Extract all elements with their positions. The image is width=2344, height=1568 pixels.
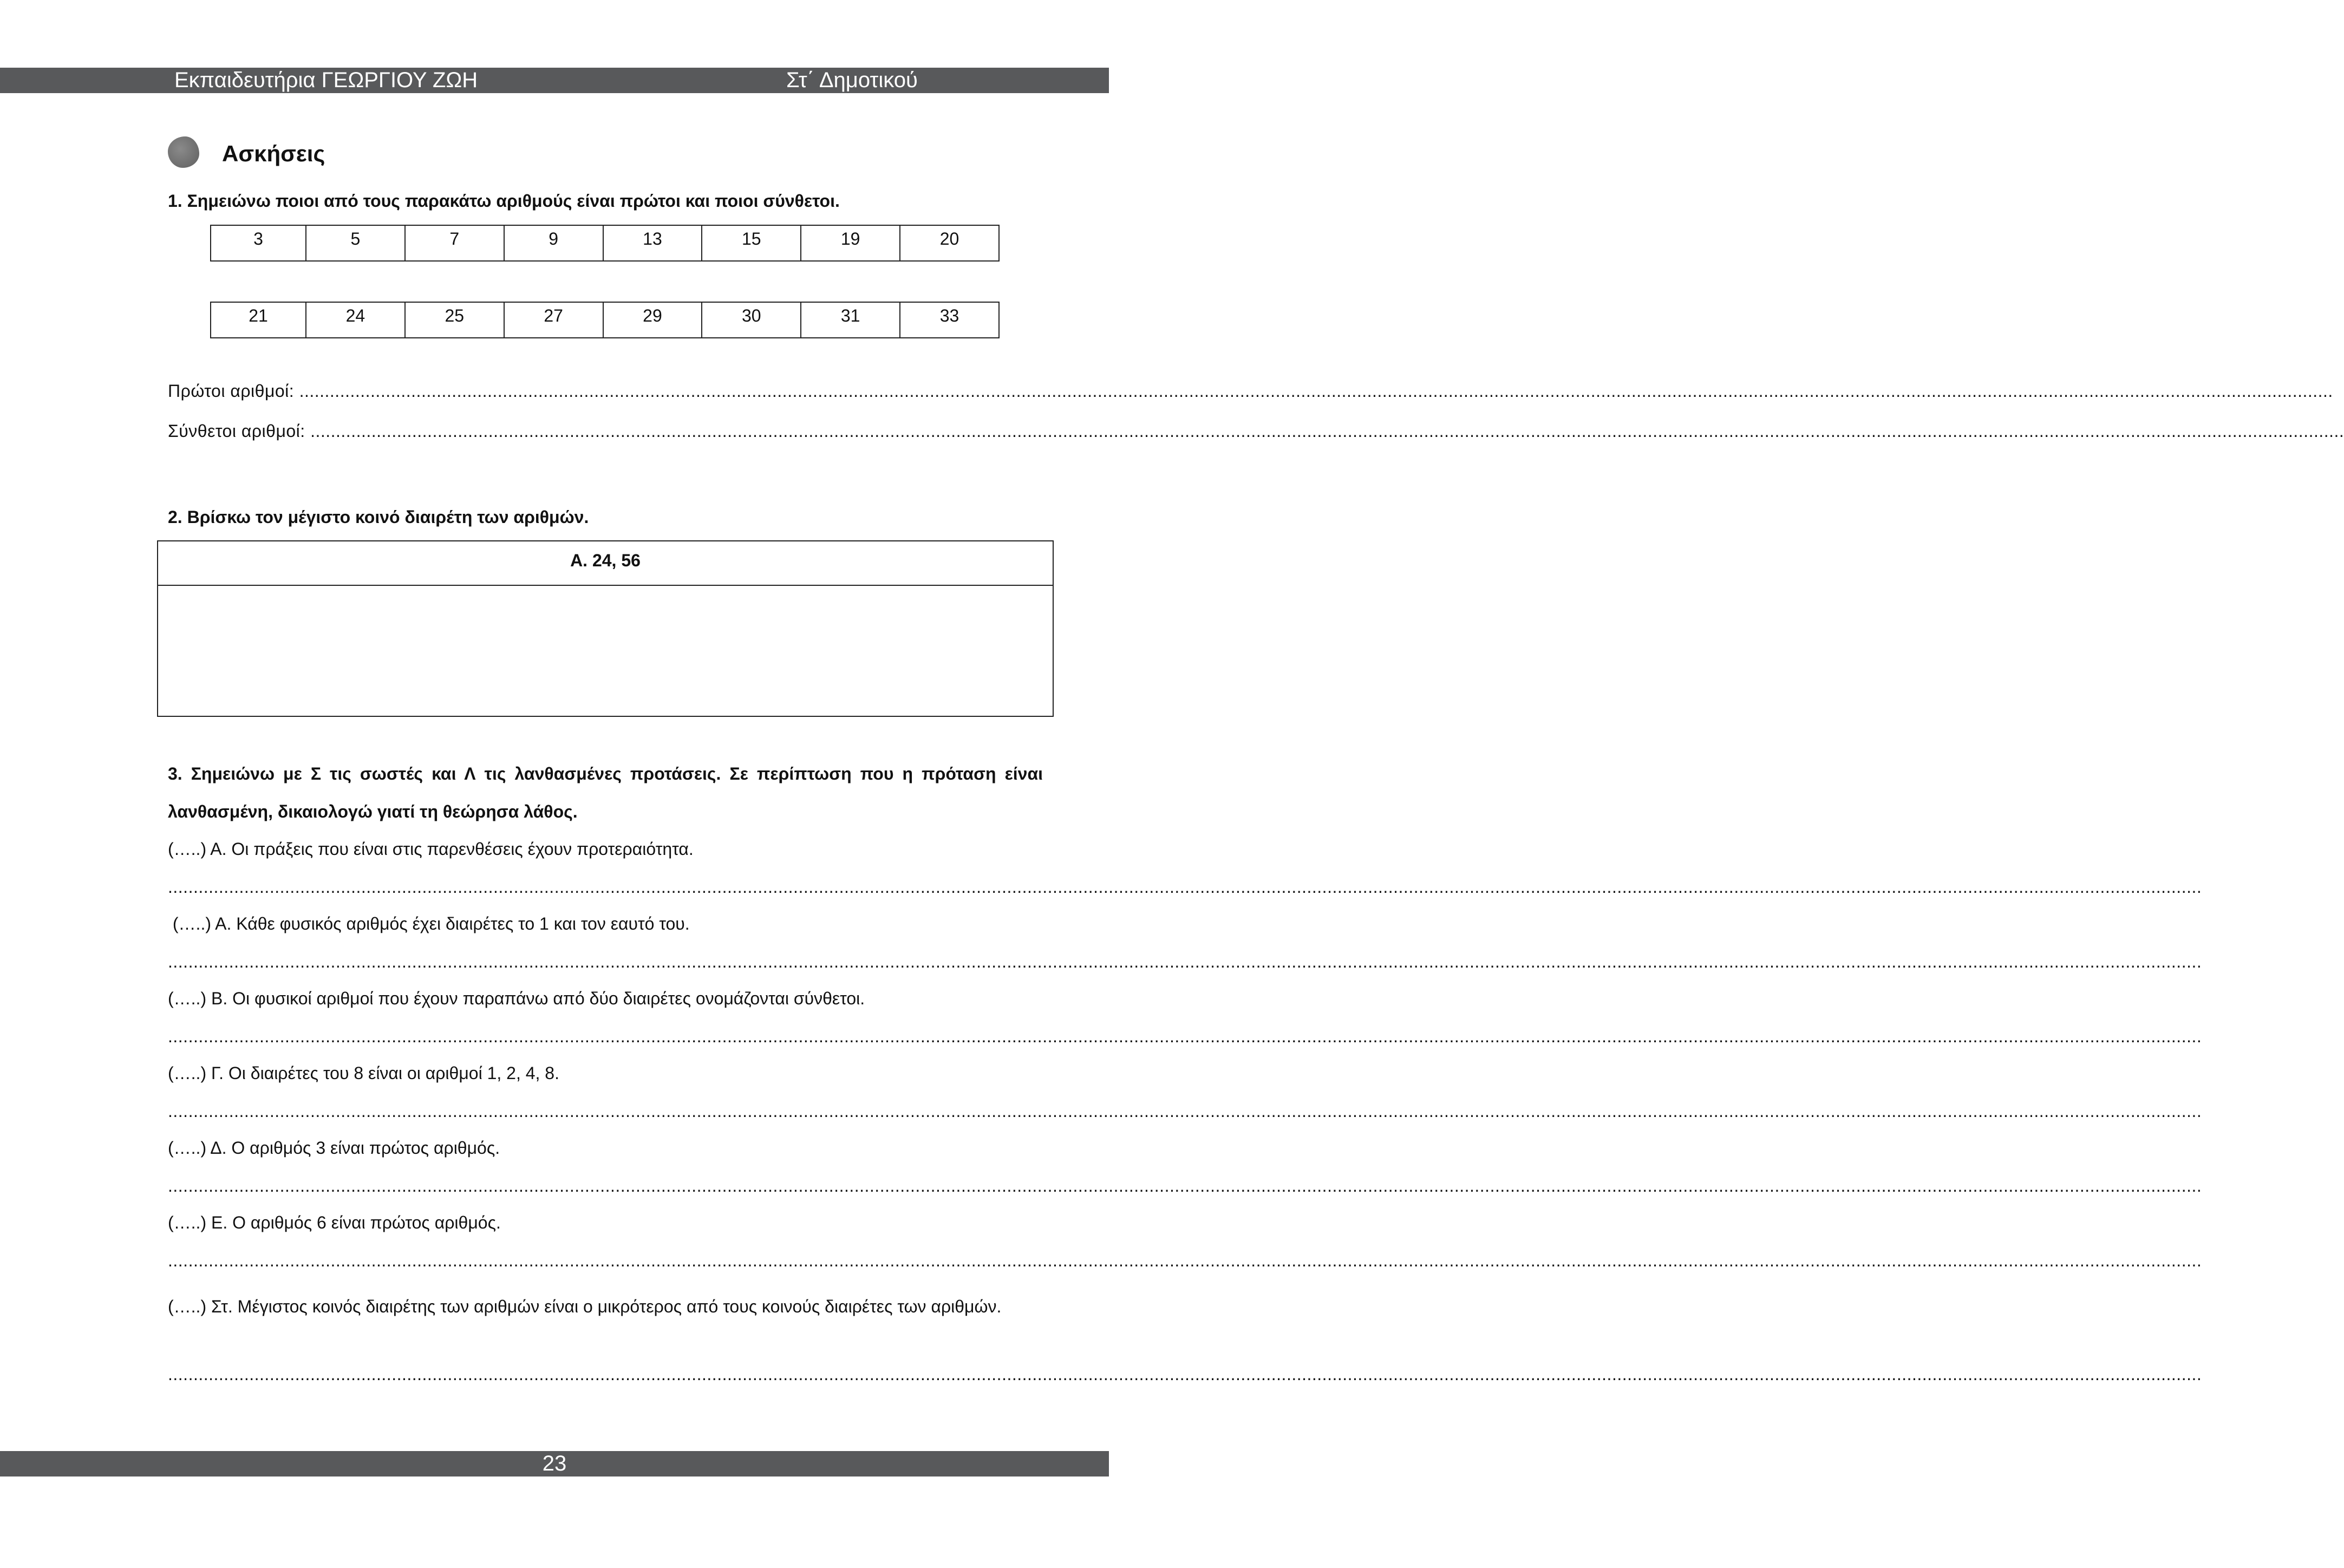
number-cell: 31 <box>801 302 900 338</box>
number-cell: 20 <box>900 225 999 261</box>
school-name: Εκπαιδευτήρια ΓΕΩΡΓΙΟΥ ΖΩΗ <box>174 68 478 92</box>
number-cell: 15 <box>702 225 801 261</box>
number-cell: 19 <box>801 225 900 261</box>
number-cell: 5 <box>306 225 405 261</box>
answer-line[interactable]: ................................................................................................................................................................................................................................................................................................................................................................................................................ <box>168 1101 2202 1121</box>
answer-line[interactable]: ................................................................................................................................................................................................................................................................................................................................................................................................................ <box>168 1364 2202 1384</box>
statement-st: (…..) Στ. Μέγιστος κοινός διαιρέτης των αριθμών είναι ο μικρότερος από τους κοινούς διαιρέτες των αριθμών. <box>168 1297 1002 1316</box>
primes-dots: ................................................................................................................................................................................................................................................................................................................................................................................................................ <box>294 381 2333 401</box>
question-1-title: 1. Σημειώνω ποιοι από τους παρακάτω αριθμούς είναι πρώτοι και ποιοι σύνθετοι. <box>168 191 840 211</box>
gcd-answer-area[interactable] <box>158 586 1053 716</box>
number-cell: 24 <box>306 302 405 338</box>
answer-line[interactable]: ................................................................................................................................................................................................................................................................................................................................................................................................................ <box>168 1027 2202 1046</box>
primes-label: Πρώτοι αριθμοί: <box>168 381 295 401</box>
number-cell: 13 <box>603 225 702 261</box>
page-number: 23 <box>542 1452 567 1475</box>
number-cell: 21 <box>211 302 306 338</box>
primes-answer-line[interactable] <box>168 380 2333 402</box>
numbers-table-row-1 <box>210 225 1000 262</box>
numbers-table-row-2 <box>210 302 1000 338</box>
grade-label: Στ΄ Δημοτικού <box>786 68 918 92</box>
statement-b: (…..) Β. Οι φυσικοί αριθμοί που έχουν παραπάνω από δύο διαιρέτες ονομάζονται σύνθετοι. <box>168 989 865 1008</box>
answer-line[interactable]: ................................................................................................................................................................................................................................................................................................................................................................................................................ <box>168 1176 2202 1195</box>
number-cell: 29 <box>603 302 702 338</box>
statement-c: (…..) Γ. Οι διαιρέτες του 8 είναι οι αριθμοί 1, 2, 4, 8. <box>168 1063 559 1083</box>
page-footer <box>0 1451 1109 1476</box>
composites-answer-line[interactable] <box>168 420 2344 442</box>
number-cell: 3 <box>211 225 306 261</box>
statement-d: (…..) Δ. Ο αριθμός 3 είναι πρώτος αριθμός. <box>168 1138 500 1158</box>
gcd-box-label: Α. 24, 56 <box>158 541 1053 586</box>
statement-a1: (…..) Α. Οι πράξεις που είναι στις παρενθέσεις έχουν προτεραιότητα. <box>168 839 694 859</box>
question-2-title: 2. Βρίσκω τον μέγιστο κοινό διαιρέτη των αριθμών. <box>168 507 589 527</box>
number-cell: 27 <box>504 302 603 338</box>
blob-bullet-icon <box>168 136 199 168</box>
statement-a2: (…..) Α. Κάθε φυσικός αριθμός έχει διαιρέτες το 1 και τον εαυτό του. <box>168 914 690 933</box>
question-3-title: 3. Σημειώνω με Σ τις σωστές και Λ τις λανθασμένες προτάσεις. Σε περίπτωση που η πρόταση είναι λανθασμένη, δικαιολογώ γιατί τη θεώρησα λάθος. <box>168 764 1043 821</box>
section-title-text: Ασκήσεις <box>222 141 325 166</box>
number-cell: 25 <box>405 302 504 338</box>
page-header <box>0 68 1109 93</box>
statement-e: (…..) Ε. Ο αριθμός 6 είναι πρώτος αριθμός. <box>168 1213 501 1232</box>
number-cell: 30 <box>702 302 801 338</box>
number-cell: 9 <box>504 225 603 261</box>
answer-line[interactable]: ................................................................................................................................................................................................................................................................................................................................................................................................................ <box>168 1251 2202 1270</box>
number-cell: 33 <box>900 302 999 338</box>
number-cell: 7 <box>405 225 504 261</box>
composites-label: Σύνθετοι αριθμοί: <box>168 421 305 441</box>
composites-dots: ................................................................................................................................................................................................................................................................................................................................................................................................................ <box>305 421 2344 441</box>
answer-line[interactable]: ................................................................................................................................................................................................................................................................................................................................................................................................................ <box>168 952 2202 971</box>
gcd-answer-box <box>157 540 1054 717</box>
answer-line[interactable]: ................................................................................................................................................................................................................................................................................................................................................................................................................ <box>168 877 2202 897</box>
